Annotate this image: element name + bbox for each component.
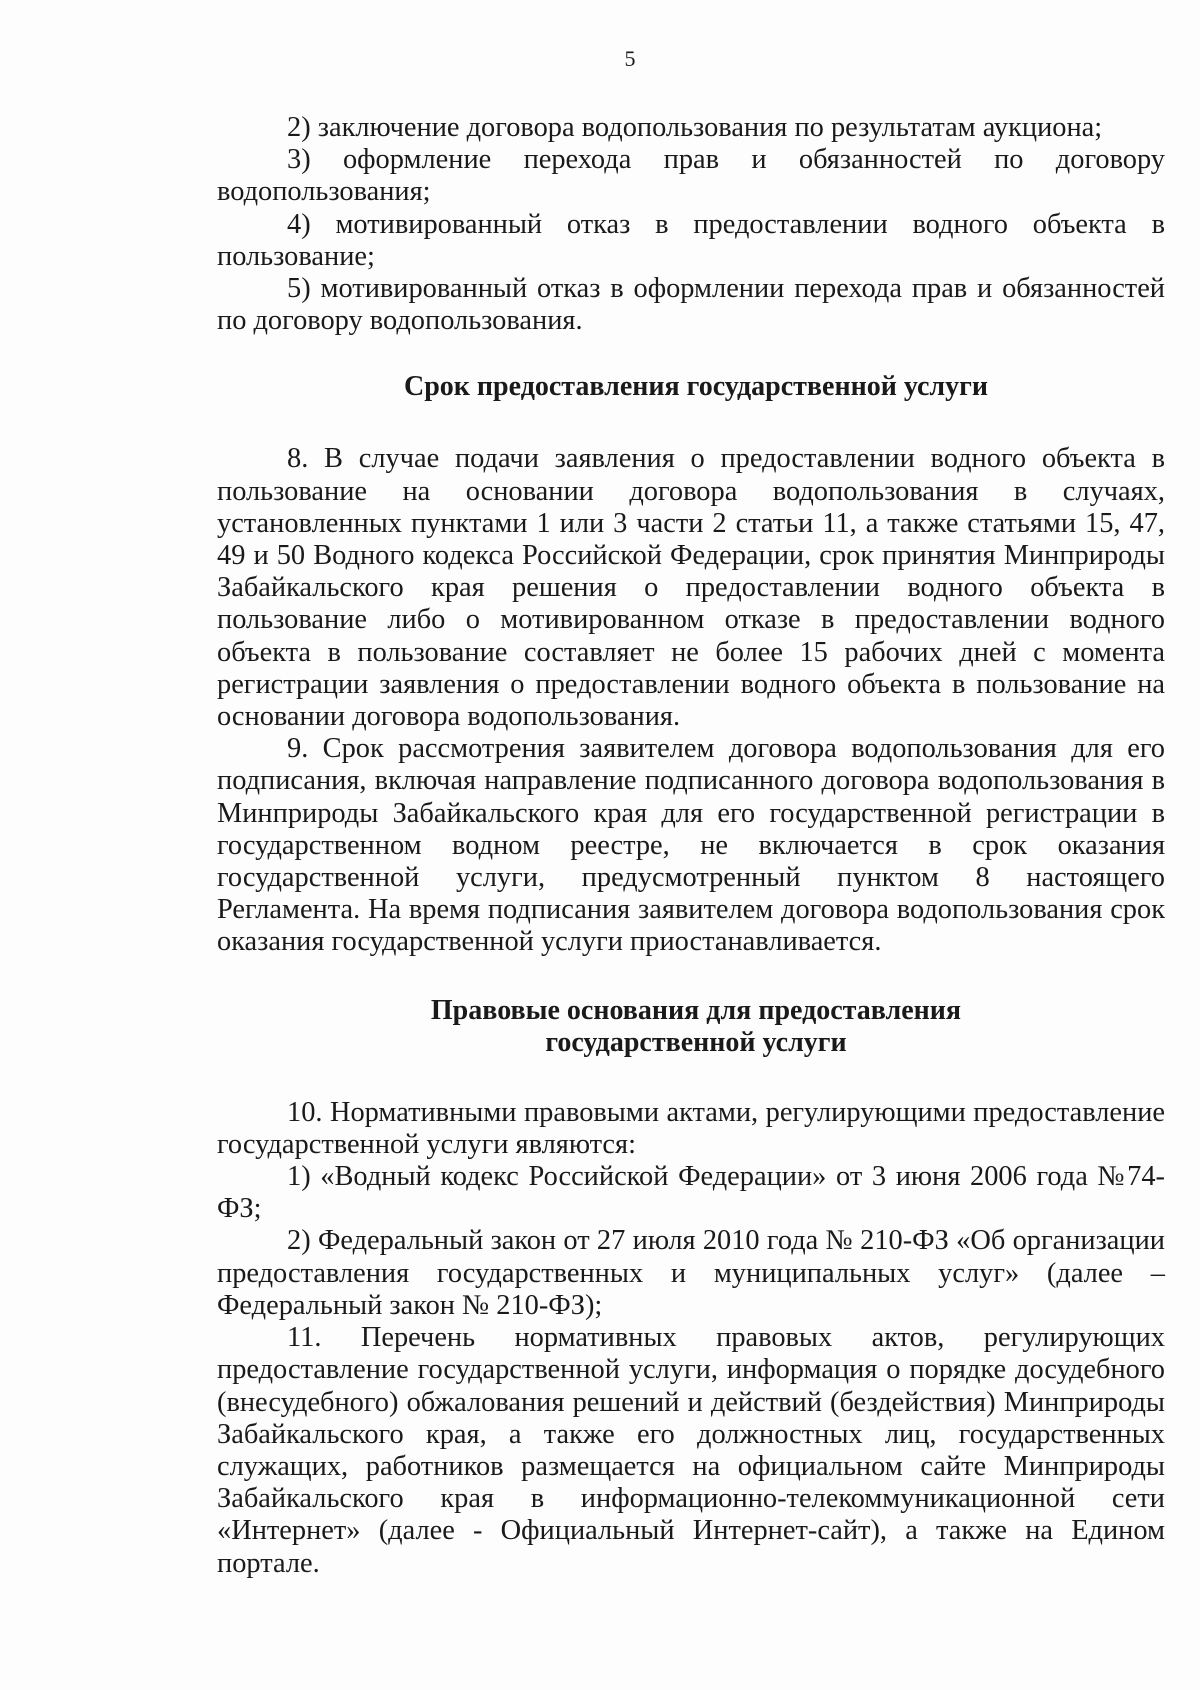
list-item: 2) заключение договора водопользования по результатам аукциона;: [287, 112, 1103, 143]
paragraph-9: 9. Срок рассмотрения заявителем договора водопользования для его подписания, включая направление подписанного договора водопользования в Минприроды Забайкальского края для его государственной регистрации в государственном водном реестре, не включается в срок оказания государственной услуги, предусмотренный пунктом 8 настоящего Регламента. На время подписания заявителем договора водопользования срок оказания государственной услуги приостанавливается.: [217, 733, 1165, 958]
paragraph-10: 10. Нормативными правовыми актами, регулирующими предоставление государственной услуги являются:: [217, 1096, 1165, 1160]
section-heading-legal: [217, 995, 1165, 1059]
section-heading-legal-line1: Правовые основания для предоставления: [430, 994, 962, 1026]
list-item: 1) «Водный кодекс Российской Федерации» от 3 июня 2006 года №74-ФЗ;: [217, 1161, 1165, 1225]
list-item: 2) Федеральный закон от 27 июля 2010 года № 210-ФЗ «Об организации предоставления государственных и муниципальных услуг» (далее – Федеральный закон № 210-ФЗ);: [217, 1225, 1165, 1321]
list-item: 5) мотивированный отказ в оформлении перехода прав и обязанностей по договору водопользования.: [217, 273, 1165, 337]
paragraph-8: 8. В случае подачи заявления о предоставлении водного объекта в пользование на основании договора водопользования в случаях, установленных пунктами 1 или 3 части 2 статьи 11, а также статьями 15, 47, 49 и 50 Водного кодекса Российской Федерации, срок принятия Минприроды Забайкальского края решения о предоставлении водного объекта в пользование либо о мотивированном отказе в предоставлении водного объекта в пользование составляет не более 15 рабочих дней с момента регистрации заявления о предоставлении водного объекта в пользование на основании договора водопользования.: [217, 443, 1165, 733]
paragraph-11: 11. Перечень нормативных правовых актов, регулирующих предоставление государственной услуги, информация о порядке досудебного (внесудебного) обжалования решений и действий (бездействия) Минприроды Забайкальского края, а также его должностных лиц, государственных служащих, работников размещается на официальном сайте Минприроды Забайкальского края в информационно-телекоммуникационной сети «Интернет» (далее - Официальный Интернет-сайт), а также на Едином портале.: [217, 1322, 1165, 1579]
page-number: 5: [624, 46, 636, 71]
list-item: 3) оформление перехода прав и обязанностей по договору водопользования;: [217, 144, 1165, 208]
list-item: 4) мотивированный отказ в предоставлении водного объекта в пользование;: [217, 208, 1165, 272]
section-heading-legal-line2: государственной услуги: [545, 1026, 847, 1058]
section-heading-term: Срок предоставления государственной услуги: [404, 371, 988, 403]
document-body: [217, 112, 1165, 1580]
